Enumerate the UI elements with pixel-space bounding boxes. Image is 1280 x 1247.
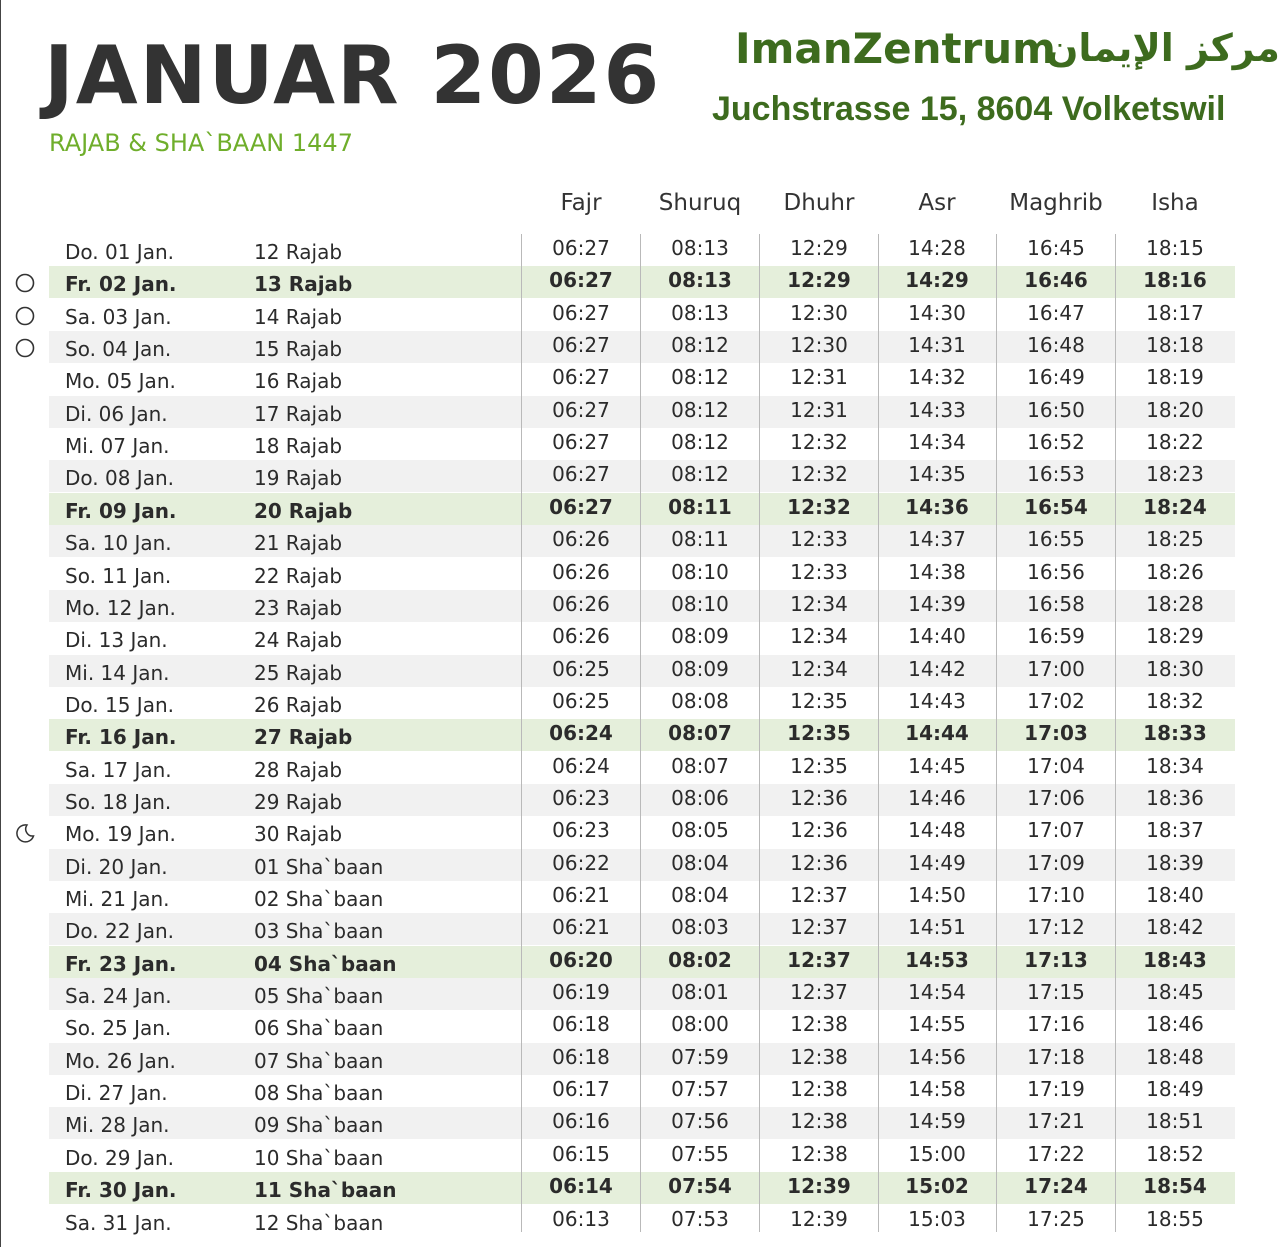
- hijri-date: 24 Rajab: [254, 628, 343, 652]
- gregorian-date: Sa. 17 Jan.: [65, 758, 172, 782]
- fajr-time: 06:17: [552, 1077, 610, 1101]
- shuruq-time: 08:09: [671, 657, 729, 681]
- shuruq-time: 08:01: [671, 980, 729, 1004]
- gregorian-date: So. 18 Jan.: [65, 790, 172, 814]
- maghrib-time: 17:13: [1024, 948, 1088, 972]
- maghrib-time: 17:18: [1027, 1045, 1085, 1069]
- column-divider: [996, 234, 997, 1232]
- asr-time: 14:30: [908, 301, 966, 325]
- isha-time: 18:25: [1146, 527, 1204, 551]
- gregorian-date: Mo. 05 Jan.: [65, 369, 176, 393]
- fajr-time: 06:26: [552, 592, 610, 616]
- isha-time: 18:28: [1146, 592, 1204, 616]
- isha-time: 18:46: [1146, 1012, 1204, 1036]
- isha-time: 18:15: [1146, 236, 1204, 260]
- asr-time: 14:59: [908, 1109, 966, 1133]
- dhuhr-time: 12:35: [787, 721, 851, 745]
- dhuhr-time: 12:37: [790, 883, 848, 907]
- dhuhr-time: 12:38: [790, 1045, 848, 1069]
- org-name-arabic: مركز الإيمان: [1046, 26, 1280, 70]
- dhuhr-time: 12:37: [787, 948, 851, 972]
- crescent-moon-icon: [15, 823, 35, 843]
- fajr-time: 06:13: [552, 1207, 610, 1231]
- hijri-date: 19 Rajab: [254, 466, 343, 490]
- gregorian-date: Mi. 28 Jan.: [65, 1113, 170, 1137]
- maghrib-time: 17:19: [1027, 1077, 1085, 1101]
- gregorian-date: Di. 13 Jan.: [65, 628, 168, 652]
- dhuhr-time: 12:32: [787, 495, 851, 519]
- gregorian-date: Mi. 21 Jan.: [65, 887, 170, 911]
- asr-time: 14:43: [908, 689, 966, 713]
- maghrib-time: 17:06: [1027, 786, 1085, 810]
- shuruq-time: 08:08: [671, 689, 729, 713]
- shuruq-time: 08:00: [671, 1012, 729, 1036]
- fajr-time: 06:23: [552, 818, 610, 842]
- hijri-date: 14 Rajab: [254, 305, 343, 329]
- hijri-date: 16 Rajab: [254, 369, 343, 393]
- hijri-date: 11 Sha`baan: [254, 1178, 397, 1202]
- dhuhr-time: 12:38: [790, 1077, 848, 1101]
- asr-time: 14:51: [908, 915, 966, 939]
- gregorian-date: Mi. 14 Jan.: [65, 661, 170, 685]
- shuruq-time: 08:13: [671, 236, 729, 260]
- isha-time: 18:49: [1146, 1077, 1204, 1101]
- dhuhr-time: 12:32: [790, 430, 848, 454]
- asr-time: 14:54: [908, 980, 966, 1004]
- fajr-time: 06:27: [552, 333, 610, 357]
- maghrib-time: 17:00: [1027, 657, 1085, 681]
- isha-time: 18:16: [1143, 268, 1207, 292]
- hijri-date: 27 Rajab: [254, 725, 353, 749]
- dhuhr-time: 12:36: [790, 818, 848, 842]
- month-title: JANUAR 2026: [44, 29, 662, 122]
- isha-time: 18:45: [1146, 980, 1204, 1004]
- hijri-date: 18 Rajab: [254, 434, 343, 458]
- isha-time: 18:26: [1146, 560, 1204, 584]
- hijri-date: 07 Sha`baan: [254, 1049, 384, 1073]
- dhuhr-time: 12:29: [787, 268, 851, 292]
- maghrib-time: 16:48: [1027, 333, 1085, 357]
- fajr-time: 06:23: [552, 786, 610, 810]
- gregorian-date: Mo. 12 Jan.: [65, 596, 176, 620]
- isha-time: 18:32: [1146, 689, 1204, 713]
- gregorian-date: Di. 27 Jan.: [65, 1081, 168, 1105]
- asr-time: 14:49: [908, 851, 966, 875]
- circle-icon: [15, 338, 35, 358]
- gregorian-date: Do. 22 Jan.: [65, 919, 174, 943]
- column-header-fajr: Fajr: [560, 190, 602, 216]
- shuruq-time: 08:11: [671, 527, 729, 551]
- maghrib-time: 17:16: [1027, 1012, 1085, 1036]
- shuruq-time: 08:13: [668, 268, 732, 292]
- maghrib-time: 16:50: [1027, 398, 1085, 422]
- shuruq-time: 08:03: [671, 915, 729, 939]
- isha-time: 18:54: [1143, 1174, 1207, 1198]
- asr-time: 15:02: [905, 1174, 969, 1198]
- maghrib-time: 17:24: [1024, 1174, 1088, 1198]
- maghrib-time: 17:22: [1027, 1142, 1085, 1166]
- asr-time: 14:46: [908, 786, 966, 810]
- fajr-time: 06:27: [549, 268, 613, 292]
- gregorian-date: Mi. 07 Jan.: [65, 434, 170, 458]
- fajr-time: 06:26: [552, 624, 610, 648]
- asr-time: 14:50: [908, 883, 966, 907]
- dhuhr-time: 12:34: [790, 592, 848, 616]
- hijri-date: 10 Sha`baan: [254, 1146, 384, 1170]
- dhuhr-time: 12:37: [790, 915, 848, 939]
- shuruq-time: 08:12: [671, 398, 729, 422]
- asr-time: 14:36: [905, 495, 969, 519]
- isha-time: 18:23: [1146, 462, 1204, 486]
- isha-time: 18:18: [1146, 333, 1204, 357]
- isha-time: 18:33: [1143, 721, 1207, 745]
- maghrib-time: 16:59: [1027, 624, 1085, 648]
- isha-time: 18:40: [1146, 883, 1204, 907]
- dhuhr-time: 12:36: [790, 851, 848, 875]
- hijri-date: 08 Sha`baan: [254, 1081, 384, 1105]
- gregorian-date: Do. 08 Jan.: [65, 466, 174, 490]
- shuruq-time: 08:13: [671, 301, 729, 325]
- asr-time: 14:53: [905, 948, 969, 972]
- isha-time: 18:42: [1146, 915, 1204, 939]
- column-header-isha: Isha: [1151, 190, 1199, 216]
- hijri-date: 21 Rajab: [254, 531, 343, 555]
- maghrib-time: 17:04: [1027, 754, 1085, 778]
- fajr-time: 06:27: [552, 236, 610, 260]
- asr-time: 14:37: [908, 527, 966, 551]
- gregorian-date: Sa. 31 Jan.: [65, 1211, 172, 1235]
- maghrib-time: 17:09: [1027, 851, 1085, 875]
- asr-time: 14:56: [908, 1045, 966, 1069]
- asr-time: 14:29: [905, 268, 969, 292]
- maghrib-time: 17:12: [1027, 915, 1085, 939]
- shuruq-time: 08:05: [671, 818, 729, 842]
- shuruq-time: 07:56: [671, 1109, 729, 1133]
- isha-time: 18:17: [1146, 301, 1204, 325]
- fajr-time: 06:27: [552, 365, 610, 389]
- fajr-time: 06:21: [552, 883, 610, 907]
- circle-icon: [15, 306, 35, 326]
- asr-time: 15:00: [908, 1142, 966, 1166]
- maghrib-time: 17:03: [1024, 721, 1088, 745]
- dhuhr-time: 12:30: [790, 333, 848, 357]
- isha-time: 18:29: [1146, 624, 1204, 648]
- hijri-date: 05 Sha`baan: [254, 984, 384, 1008]
- shuruq-time: 07:55: [671, 1142, 729, 1166]
- hijri-date: 26 Rajab: [254, 693, 343, 717]
- dhuhr-time: 12:38: [790, 1109, 848, 1133]
- isha-time: 18:37: [1146, 818, 1204, 842]
- maghrib-time: 17:07: [1027, 818, 1085, 842]
- dhuhr-time: 12:33: [790, 527, 848, 551]
- fajr-time: 06:15: [552, 1142, 610, 1166]
- circle-icon: [15, 273, 35, 293]
- maghrib-time: 16:52: [1027, 430, 1085, 454]
- hijri-date: 01 Sha`baan: [254, 855, 384, 879]
- maghrib-time: 16:46: [1024, 268, 1088, 292]
- asr-time: 14:32: [908, 365, 966, 389]
- fajr-time: 06:27: [552, 462, 610, 486]
- gregorian-date: Sa. 24 Jan.: [65, 984, 172, 1008]
- isha-time: 18:52: [1146, 1142, 1204, 1166]
- isha-time: 18:19: [1146, 365, 1204, 389]
- dhuhr-time: 12:39: [787, 1174, 851, 1198]
- shuruq-time: 08:10: [671, 592, 729, 616]
- shuruq-time: 07:57: [671, 1077, 729, 1101]
- dhuhr-time: 12:35: [790, 689, 848, 713]
- shuruq-time: 08:07: [671, 754, 729, 778]
- isha-time: 18:43: [1143, 948, 1207, 972]
- fajr-time: 06:27: [552, 398, 610, 422]
- column-divider: [759, 234, 760, 1232]
- hijri-date: 06 Sha`baan: [254, 1016, 384, 1040]
- isha-time: 18:34: [1146, 754, 1204, 778]
- fajr-time: 06:16: [552, 1109, 610, 1133]
- hijri-date: 25 Rajab: [254, 661, 343, 685]
- asr-time: 15:03: [908, 1207, 966, 1231]
- column-header-dhuhr: Dhuhr: [783, 190, 855, 216]
- gregorian-date: So. 11 Jan.: [65, 564, 172, 588]
- hijri-date: 09 Sha`baan: [254, 1113, 384, 1137]
- dhuhr-time: 12:32: [790, 462, 848, 486]
- maghrib-time: 17:02: [1027, 689, 1085, 713]
- dhuhr-time: 12:34: [790, 657, 848, 681]
- shuruq-time: 08:02: [668, 948, 732, 972]
- dhuhr-time: 12:31: [790, 398, 848, 422]
- maghrib-time: 16:54: [1024, 495, 1088, 519]
- fajr-time: 06:25: [552, 657, 610, 681]
- dhuhr-time: 12:39: [790, 1207, 848, 1231]
- gregorian-date: Fr. 16 Jan.: [65, 725, 177, 749]
- asr-time: 14:31: [908, 333, 966, 357]
- asr-time: 14:34: [908, 430, 966, 454]
- hijri-date: 02 Sha`baan: [254, 887, 384, 911]
- asr-time: 14:45: [908, 754, 966, 778]
- hijri-date: 29 Rajab: [254, 790, 343, 814]
- fajr-time: 06:24: [552, 754, 610, 778]
- asr-time: 14:35: [908, 462, 966, 486]
- fajr-time: 06:14: [549, 1174, 613, 1198]
- fajr-time: 06:26: [552, 560, 610, 584]
- hijri-date: 12 Rajab: [254, 240, 343, 264]
- gregorian-date: Do. 29 Jan.: [65, 1146, 174, 1170]
- maghrib-time: 17:10: [1027, 883, 1085, 907]
- asr-time: 14:28: [908, 236, 966, 260]
- shuruq-time: 08:12: [671, 365, 729, 389]
- hijri-date: 30 Rajab: [254, 822, 343, 846]
- asr-time: 14:39: [908, 592, 966, 616]
- dhuhr-time: 12:30: [790, 301, 848, 325]
- gregorian-date: Sa. 03 Jan.: [65, 305, 172, 329]
- gregorian-date: Fr. 23 Jan.: [65, 952, 177, 976]
- hijri-date: 04 Sha`baan: [254, 952, 397, 976]
- shuruq-time: 08:07: [668, 721, 732, 745]
- hijri-date: 12 Sha`baan: [254, 1211, 384, 1235]
- dhuhr-time: 12:34: [790, 624, 848, 648]
- shuruq-time: 07:54: [668, 1174, 732, 1198]
- fajr-time: 06:26: [552, 527, 610, 551]
- gregorian-date: So. 04 Jan.: [65, 337, 172, 361]
- gregorian-date: Di. 06 Jan.: [65, 402, 168, 426]
- column-divider: [521, 234, 522, 1232]
- maghrib-time: 16:56: [1027, 560, 1085, 584]
- asr-time: 14:55: [908, 1012, 966, 1036]
- gregorian-date: So. 25 Jan.: [65, 1016, 172, 1040]
- dhuhr-time: 12:33: [790, 560, 848, 584]
- dhuhr-time: 12:29: [790, 236, 848, 260]
- asr-time: 14:44: [905, 721, 969, 745]
- isha-time: 18:36: [1146, 786, 1204, 810]
- hijri-date: 28 Rajab: [254, 758, 343, 782]
- hijri-subtitle: RAJAB & SHA`BAAN 1447: [49, 129, 353, 157]
- asr-time: 14:42: [908, 657, 966, 681]
- maghrib-time: 16:49: [1027, 365, 1085, 389]
- gregorian-date: Fr. 09 Jan.: [65, 499, 177, 523]
- asr-time: 14:48: [908, 818, 966, 842]
- fajr-time: 06:27: [552, 430, 610, 454]
- maghrib-time: 16:53: [1027, 462, 1085, 486]
- fajr-time: 06:20: [549, 948, 613, 972]
- shuruq-time: 08:09: [671, 624, 729, 648]
- isha-time: 18:30: [1146, 657, 1204, 681]
- org-name: ImanZentrum: [735, 24, 1056, 73]
- fajr-time: 06:25: [552, 689, 610, 713]
- shuruq-time: 08:11: [668, 495, 732, 519]
- org-address: Juchstrasse 15, 8604 Volketswil: [712, 90, 1226, 128]
- shuruq-time: 07:53: [671, 1207, 729, 1231]
- hijri-date: 15 Rajab: [254, 337, 343, 361]
- dhuhr-time: 12:37: [790, 980, 848, 1004]
- hijri-date: 13 Rajab: [254, 272, 353, 296]
- fajr-time: 06:21: [552, 915, 610, 939]
- hijri-date: 03 Sha`baan: [254, 919, 384, 943]
- gregorian-date: Sa. 10 Jan.: [65, 531, 172, 555]
- maghrib-time: 17:15: [1027, 980, 1085, 1004]
- hijri-date: 23 Rajab: [254, 596, 343, 620]
- dhuhr-time: 12:38: [790, 1142, 848, 1166]
- fajr-time: 06:18: [552, 1012, 610, 1036]
- hijri-date: 17 Rajab: [254, 402, 343, 426]
- asr-time: 14:38: [908, 560, 966, 584]
- shuruq-time: 08:12: [671, 333, 729, 357]
- hijri-date: 20 Rajab: [254, 499, 353, 523]
- column-divider: [1115, 234, 1116, 1232]
- column-header-shuruq: Shuruq: [658, 190, 742, 216]
- maghrib-time: 16:45: [1027, 236, 1085, 260]
- shuruq-time: 08:06: [671, 786, 729, 810]
- dhuhr-time: 12:31: [790, 365, 848, 389]
- isha-time: 18:24: [1143, 495, 1207, 519]
- gregorian-date: Do. 15 Jan.: [65, 693, 174, 717]
- gregorian-date: Mo. 19 Jan.: [65, 822, 176, 846]
- column-header-asr: Asr: [918, 190, 956, 216]
- maghrib-time: 16:55: [1027, 527, 1085, 551]
- fajr-time: 06:27: [549, 495, 613, 519]
- gregorian-date: Di. 20 Jan.: [65, 855, 168, 879]
- fajr-time: 06:19: [552, 980, 610, 1004]
- fajr-time: 06:27: [552, 301, 610, 325]
- shuruq-time: 08:04: [671, 851, 729, 875]
- isha-time: 18:51: [1146, 1109, 1204, 1133]
- column-divider: [878, 234, 879, 1232]
- fajr-time: 06:22: [552, 851, 610, 875]
- dhuhr-time: 12:35: [790, 754, 848, 778]
- fajr-time: 06:24: [549, 721, 613, 745]
- column-divider: [640, 234, 641, 1232]
- isha-time: 18:20: [1146, 398, 1204, 422]
- shuruq-time: 08:12: [671, 430, 729, 454]
- hijri-date: 22 Rajab: [254, 564, 343, 588]
- asr-time: 14:33: [908, 398, 966, 422]
- dhuhr-time: 12:36: [790, 786, 848, 810]
- isha-time: 18:48: [1146, 1045, 1204, 1069]
- shuruq-time: 08:12: [671, 462, 729, 486]
- dhuhr-time: 12:38: [790, 1012, 848, 1036]
- isha-time: 18:22: [1146, 430, 1204, 454]
- maghrib-time: 16:58: [1027, 592, 1085, 616]
- shuruq-time: 08:10: [671, 560, 729, 584]
- isha-time: 18:55: [1146, 1207, 1204, 1231]
- asr-time: 14:40: [908, 624, 966, 648]
- maghrib-time: 16:47: [1027, 301, 1085, 325]
- gregorian-date: Do. 01 Jan.: [65, 240, 174, 264]
- maghrib-time: 17:25: [1027, 1207, 1085, 1231]
- gregorian-date: Fr. 02 Jan.: [65, 272, 177, 296]
- column-header-maghrib: Maghrib: [1009, 190, 1103, 216]
- shuruq-time: 08:04: [671, 883, 729, 907]
- maghrib-time: 17:21: [1027, 1109, 1085, 1133]
- gregorian-date: Fr. 30 Jan.: [65, 1178, 177, 1202]
- isha-time: 18:39: [1146, 851, 1204, 875]
- shuruq-time: 07:59: [671, 1045, 729, 1069]
- gregorian-date: Mo. 26 Jan.: [65, 1049, 176, 1073]
- fajr-time: 06:18: [552, 1045, 610, 1069]
- asr-time: 14:58: [908, 1077, 966, 1101]
